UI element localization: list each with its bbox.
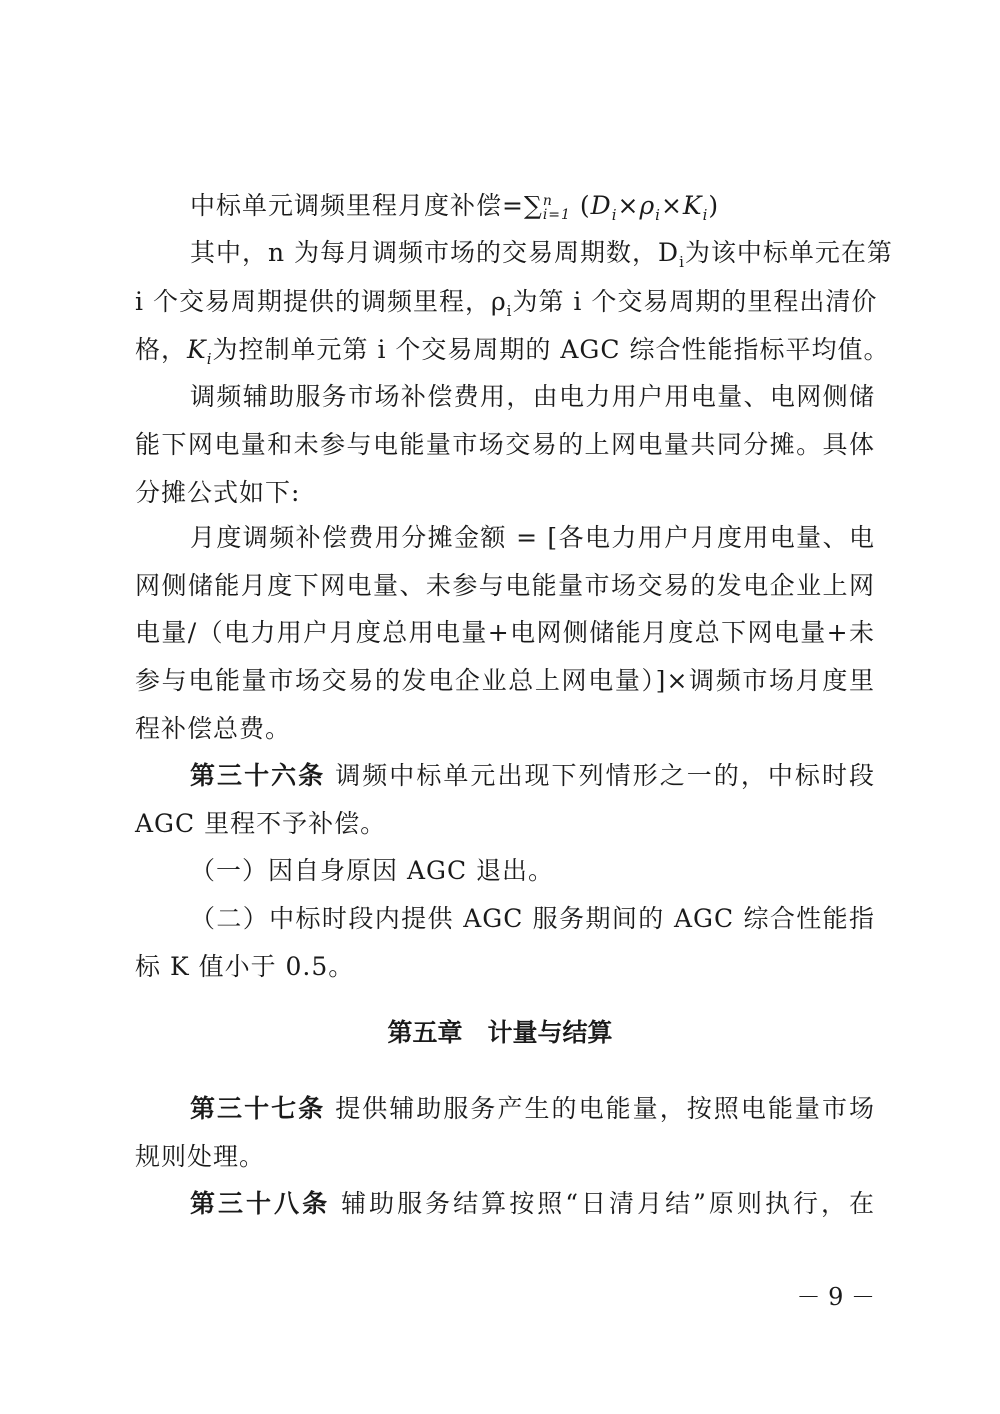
where-sub: i bbox=[206, 350, 213, 368]
formula2-line-4: 参与电能量市场交易的发电企业总上网电量）]×调频市场月度里 bbox=[135, 666, 875, 695]
share-line-1: 调频辅助服务市场补偿费用，由电力用户用电量、电网侧储 bbox=[190, 382, 875, 411]
where-text: i 个交易周期提供的调频里程，ρ bbox=[135, 287, 507, 316]
where-sub: i bbox=[506, 302, 513, 320]
article-36-item-2-line-2: 标 K 值小于 0.5。 bbox=[135, 952, 355, 981]
where-text: 其中，n 为每月调频市场的交易周期数，D bbox=[190, 238, 680, 267]
formula-rho: ρ bbox=[639, 191, 656, 220]
where-text: 为第 i 个交易周期的里程出清价 bbox=[512, 287, 878, 316]
where-sub: i bbox=[679, 253, 685, 271]
article-36-item-1: （一）因自身原因 AGC 退出。 bbox=[190, 856, 555, 885]
article-36-line-2: AGC 里程不予补偿。 bbox=[135, 809, 387, 838]
article-38-line-1 bbox=[190, 1187, 875, 1221]
page-number: － 9 － bbox=[796, 1283, 875, 1311]
article-36-line-1 bbox=[190, 759, 875, 793]
formula2-line-5: 程补偿总费。 bbox=[135, 714, 292, 743]
sum-symbol: ∑ bbox=[523, 191, 543, 220]
formula-lhs: 中标单元调频里程月度补偿= bbox=[190, 191, 524, 220]
formula-line bbox=[190, 189, 875, 223]
where-line-3 bbox=[135, 333, 890, 368]
where-text: 为控制单元第 i 个交易周期的 AGC 综合性能指标平均值。 bbox=[212, 335, 890, 364]
formula-sub: i bbox=[611, 206, 618, 224]
where-text: 格， bbox=[135, 335, 188, 364]
share-line-3: 分摊公式如下: bbox=[135, 478, 301, 507]
where-line-2 bbox=[135, 285, 878, 320]
article-36-title: 第三十六条 bbox=[190, 761, 326, 790]
where-text: 为该中标单元在第 bbox=[684, 238, 893, 267]
formula-sub: i bbox=[655, 206, 661, 224]
article-37-line-2: 规则处理。 bbox=[135, 1142, 266, 1171]
article-36-text: 调频中标单元出现下列情形之一的，中标时段 bbox=[325, 761, 875, 790]
article-37-text: 提供辅助服务产生的电能量，按照电能量市场 bbox=[325, 1094, 875, 1123]
chapter-heading: 第五章 计量与结算 bbox=[387, 1018, 613, 1047]
formula2-line-3: 电量/（电力用户月度总用电量+电网侧储能月度总下网电量+未 bbox=[135, 618, 875, 647]
sum-lower-limit: i=1 bbox=[542, 206, 571, 223]
article-38-title: 第三十八条 bbox=[190, 1189, 331, 1218]
formula-times: × bbox=[660, 191, 683, 220]
article-36-item-2-line-1: （二）中标时段内提供 AGC 服务期间的 AGC 综合性能指 bbox=[190, 904, 875, 933]
where-line-1 bbox=[190, 236, 893, 271]
formula-times: × bbox=[617, 191, 640, 220]
formula2-line-1: 月度调频补偿费用分摊金额 = [各电力用户月度用电量、电 bbox=[190, 523, 875, 552]
formula-close-paren: ) bbox=[708, 191, 720, 220]
article-38-text: 辅助服务结算按照“日清月结”原则执行，在 bbox=[330, 1189, 875, 1218]
formula-D: D bbox=[590, 191, 612, 220]
share-line-2: 能下网电量和未参与电能量市场交易的上网电量共同分摊。具体 bbox=[135, 430, 875, 459]
article-37-line-1 bbox=[190, 1092, 875, 1126]
formula-open-paren: ( bbox=[570, 191, 591, 220]
formula2-line-2: 网侧储能月度下网电量、未参与电能量市场交易的发电企业上网 bbox=[135, 571, 875, 600]
article-37-title: 第三十七条 bbox=[190, 1094, 326, 1123]
formula-K: K bbox=[682, 191, 703, 220]
sum-upper-limit: n bbox=[542, 192, 553, 209]
formula-sub: i bbox=[702, 206, 709, 224]
where-K: K bbox=[187, 335, 207, 364]
